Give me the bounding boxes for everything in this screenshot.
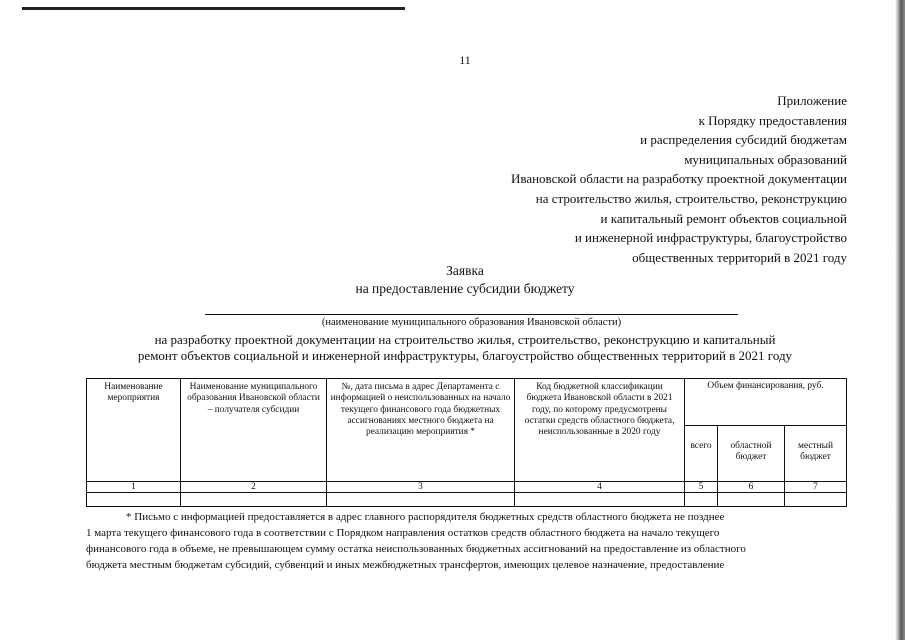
footnote-line: бюджета местным бюджетам субсидий, субвенций и иных межбюджетных трансфертов, имеющих целевое назначение, предоставление [86,559,725,571]
column-number: 3 [327,482,515,493]
top-scan-rule [22,7,405,10]
appendix-line: и капитальный ремонт объектов социальной [600,210,847,226]
column-number: 1 [87,482,181,493]
footnote-line: 1 марта текущего финансового года в соответствии с Порядком направления остатков средств областного бюджета на начало текущего [86,527,720,539]
footnote [86,509,848,573]
page-number: 11 [459,53,471,67]
appendix-line: и распределения субсидий бюджетам [640,132,847,148]
header-budget-code: Код бюджетной классификации бюджета Ивановской области в 2021 году, по которому предусмотрены остатки средств областного бюджета, неиспользованные в 2020 году [515,379,685,482]
column-number: 5 [685,482,718,493]
appendix-line: к Порядку предоставления [698,112,847,128]
column-number: 6 [718,482,785,493]
appendix-line: общественных территорий в 2021 году [632,249,847,265]
scan-edge-shadow [895,0,905,640]
purpose-line-1: на разработку проектной документации на строительство жилья, строительство, реконструкцию и капитальный [154,332,776,347]
header-letter-info: №, дата письма в адрес Департамента с информацией о неиспользованных на начало текущего финансового года бюджетных ассигнованиях местного бюджета на реализацию мероприятия * [327,379,515,482]
purpose-line-2: ремонт объектов социальной и инженерной инфраструктуры, благоустройство общественных территорий в 2021 году [137,348,793,363]
appendix-heading-block [407,91,847,267]
table-column-numbers-row [87,482,847,493]
appendix-line: и инженерной инфраструктуры, благоустройство [574,230,847,246]
table-empty-cell [685,493,718,507]
table-empty-cell [87,493,181,507]
table-header-row [87,379,847,426]
header-event-name: Наименование мероприятия [87,379,181,482]
table-empty-cell [718,493,785,507]
footnote-line: финансового года в объеме, не превышающем сумму остатка неиспользованных бюджетных ассигнований на предоставление из областного [86,543,746,555]
column-number: 2 [181,482,327,493]
footnote-line: * Письмо с информацией предоставляется в адрес главного распорядителя бюджетных средств областного бюджета не позднее [126,511,725,523]
header-financing-volume: Объем финансирования, руб. [685,379,847,426]
column-number: 4 [515,482,685,493]
appendix-line: Ивановской области на разработку проектной документации [510,171,847,187]
header-regional-budget: областной бюджет [718,426,785,482]
table-empty-cell [785,493,847,507]
column-number: 7 [785,482,847,493]
header-total: всего [685,426,718,482]
table-empty-row [87,493,847,507]
appendix-line: муниципальных образований [684,151,847,167]
table-empty-cell [515,493,685,507]
municipality-name-fill-line [205,314,738,315]
appendix-line: на строительство жилья, строительство, реконструкцию [535,190,847,206]
application-table [86,378,847,507]
appendix-line: Приложение [777,93,847,108]
municipality-name-caption: (наименование муниципального образования Ивановской области) [321,317,622,328]
table-empty-cell [327,493,515,507]
table-empty-cell [181,493,327,507]
header-municipality-name: Наименование муниципального образования Ивановской области – получателя субсидии [181,379,327,482]
header-local-budget: местный бюджет [785,426,847,482]
document-subtitle: на предоставление субсидии бюджету [355,281,575,296]
document-title: Заявка [446,263,484,278]
